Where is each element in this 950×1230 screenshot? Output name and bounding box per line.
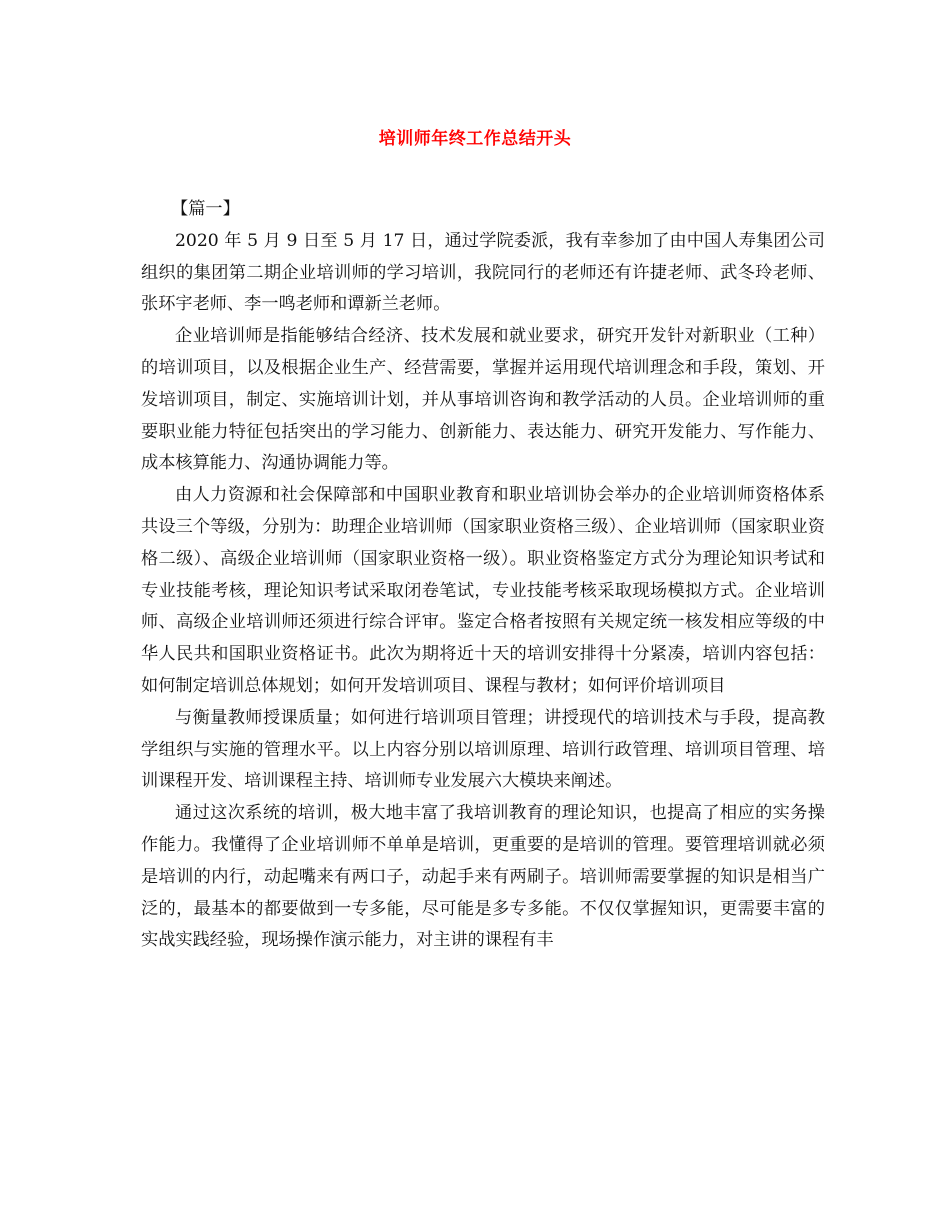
document-body bbox=[141, 194, 825, 957]
paragraph-1: 2020 年 5 月 9 日至 5 月 17 日，通过学院委派，我有幸参加了由中国人寿集团公司组织的集团第二期企业培训师的学习培训，我院同行的老师还有许捷老师、武冬玲老师、张环宇老师、李一鸣老师和谭新兰老师。 bbox=[141, 230, 825, 315]
paragraph-4: 与衡量教师授课质量；如何进行培训项目管理；讲授现代的培训技术与手段，提高教学组织与实施的管理水平。以上内容分别以培训原理、培训行政管理、培训项目管理、培训课程开发、培训课程主持、培训师专业发展六大模块来阐述。 bbox=[141, 707, 825, 792]
paragraph-3: 由人力资源和社会保障部和中国职业教育和职业培训协会举办的企业培训师资格体系共设三个等级，分别为：助理企业培训师（国家职业资格三级）、企业培训师（国家职业资格二级）、高级企业培训师（国家职业资格一级）。职业资格鉴定方式分为理论知识考试和专业技能考核，理论知识考试采取闭卷笔试，专业技能考核采取现场模拟方式。企业培训师、高级企业培训师还须进行综合评审。鉴定合格者按照有关规定统一核发相应等级的中华人民共和国职业资格证书。此次为期将近十天的培训安排得十分紧凑，培训内容包括：如何制定培训总体规划；如何开发培训项目、课程与教材；如何评价培训项目 bbox=[141, 485, 825, 696]
document-title: 培训师年终工作总结开头 bbox=[378, 129, 572, 149]
paragraph-5: 通过这次系统的培训，极大地丰富了我培训教育的理论知识，也提高了相应的实务操作能力。我懂得了企业培训师不单单是培训，更重要的是培训的管理。要管理培训就必须是培训的内行，动起嘴来有两口子，动起手来有两刷子。培训师需要掌握的知识是相当广泛的，最基本的都要做到一专多能，尽可能是多专多能。不仅仅掌握知识，更需要丰富的实战实践经验，现场操作演示能力，对主讲的课程有丰 bbox=[141, 803, 825, 951]
paragraph-2: 企业培训师是指能够结合经济、技术发展和就业要求，研究开发针对新职业（工种）的培训项目，以及根据企业生产、经营需要，掌握并运用现代培训理念和手段，策划、开发培训项目，制定、实施培训计划，并从事培训咨询和教学活动的人员。企业培训师的重要职业能力特征包括突出的学习能力、创新能力、表达能力、研究开发能力、写作能力、成本核算能力、沟通协调能力等。 bbox=[141, 326, 825, 474]
section-label: 【篇一】 bbox=[171, 199, 240, 219]
